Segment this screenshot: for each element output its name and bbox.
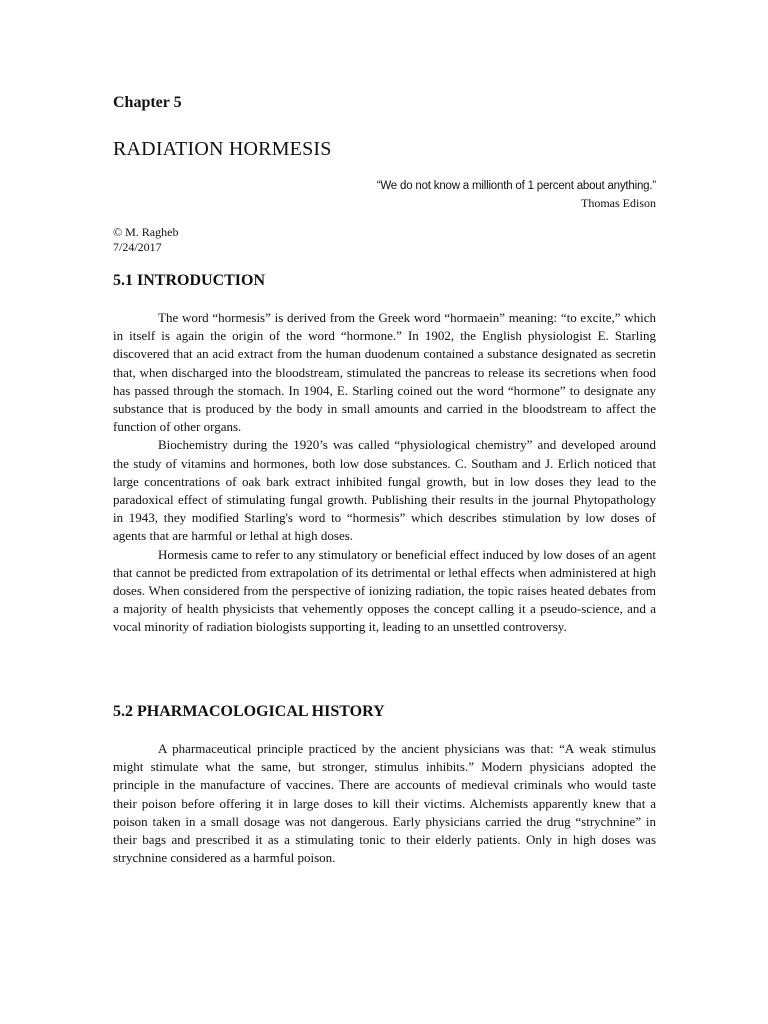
section-heading-pharmacological-history: 5.2 PHARMACOLOGICAL HISTORY: [113, 703, 385, 720]
author-meta: [113, 225, 178, 255]
section-body-introduction: [113, 309, 656, 637]
epigraph-author: Thomas Edison: [581, 196, 656, 210]
chapter-label: Chapter 5: [113, 94, 182, 111]
paragraph: Biochemistry during the 1920’s was called “physiological chemistry” and developed around the study of vitamins and hormones, both low dose substances. C. Southam and J. Erlich noticed that large concentrations of oak bark extract inhibited fungal growth, but in low doses they lead to the paradoxical effect of stimulating fungal growth. Publishing their results in the journal Phytopathology in 1943, they modified Starling's word to “hormesis” which describes stimulation by low doses of agents that are harmful or lethal at high doses.: [113, 437, 656, 544]
section-body-pharmacological-history: [113, 740, 656, 867]
epigraph-quote: “We do not know a millionth of 1 percent about anything.”: [376, 180, 656, 192]
epigraph: [377, 178, 656, 212]
date-line: 7/24/2017: [113, 240, 162, 254]
section-heading-introduction: 5.1 INTRODUCTION: [113, 272, 266, 289]
paragraph: A pharmaceutical principle practiced by the ancient physicians was that: “A weak stimulus might stimulate what the same, but stronger, stimulus inhibits.” Modern physicians adopted the principle in the manufacture of vaccines. There are accounts of medieval criminals who would taste their poison before offering it in large doses to kill their victims. Alchemists apparently knew that a poison taken in a small dosage was not dangerous. Early physicians carried the drug “strychnine” in their bags and prescribed it as a stimulating tonic to their elderly patients. Only in high doses was strychnine considered as a harmful poison.: [113, 741, 656, 866]
chapter-title: RADIATION HORMESIS: [113, 138, 332, 160]
copyright-line: © M. Ragheb: [113, 225, 179, 239]
paragraph: Hormesis came to refer to any stimulatory or beneficial effect induced by low doses of an agent that cannot be predicted from extrapolation of its detrimental or lethal effects when administered at high doses. When considered from the perspective of ionizing radiation, the topic raises heated debates from a majority of health physicists that vehemently opposes the concept calling it a pseudo-science, and a vocal minority of radiation biologists supporting it, leading to an unsettled controversy.: [113, 546, 656, 635]
paragraph: The word “hormesis” is derived from the Greek word “hormaein” meaning: “to excite,” which in itself is again the origin of the word “hormone.” In 1902, the English physiologist E. Starling discovered that an acid extract from the human duodenum contained a substance designated as secretin that, when discharged into the bloodstream, stimulated the pancreas to release its secretions when food has passed through the stomach. In 1904, E. Starling coined out the word “hormone” to designate any substance that is produced by the body in small amounts and carried in the bloodstream to affect the function of other organs.: [113, 310, 656, 435]
